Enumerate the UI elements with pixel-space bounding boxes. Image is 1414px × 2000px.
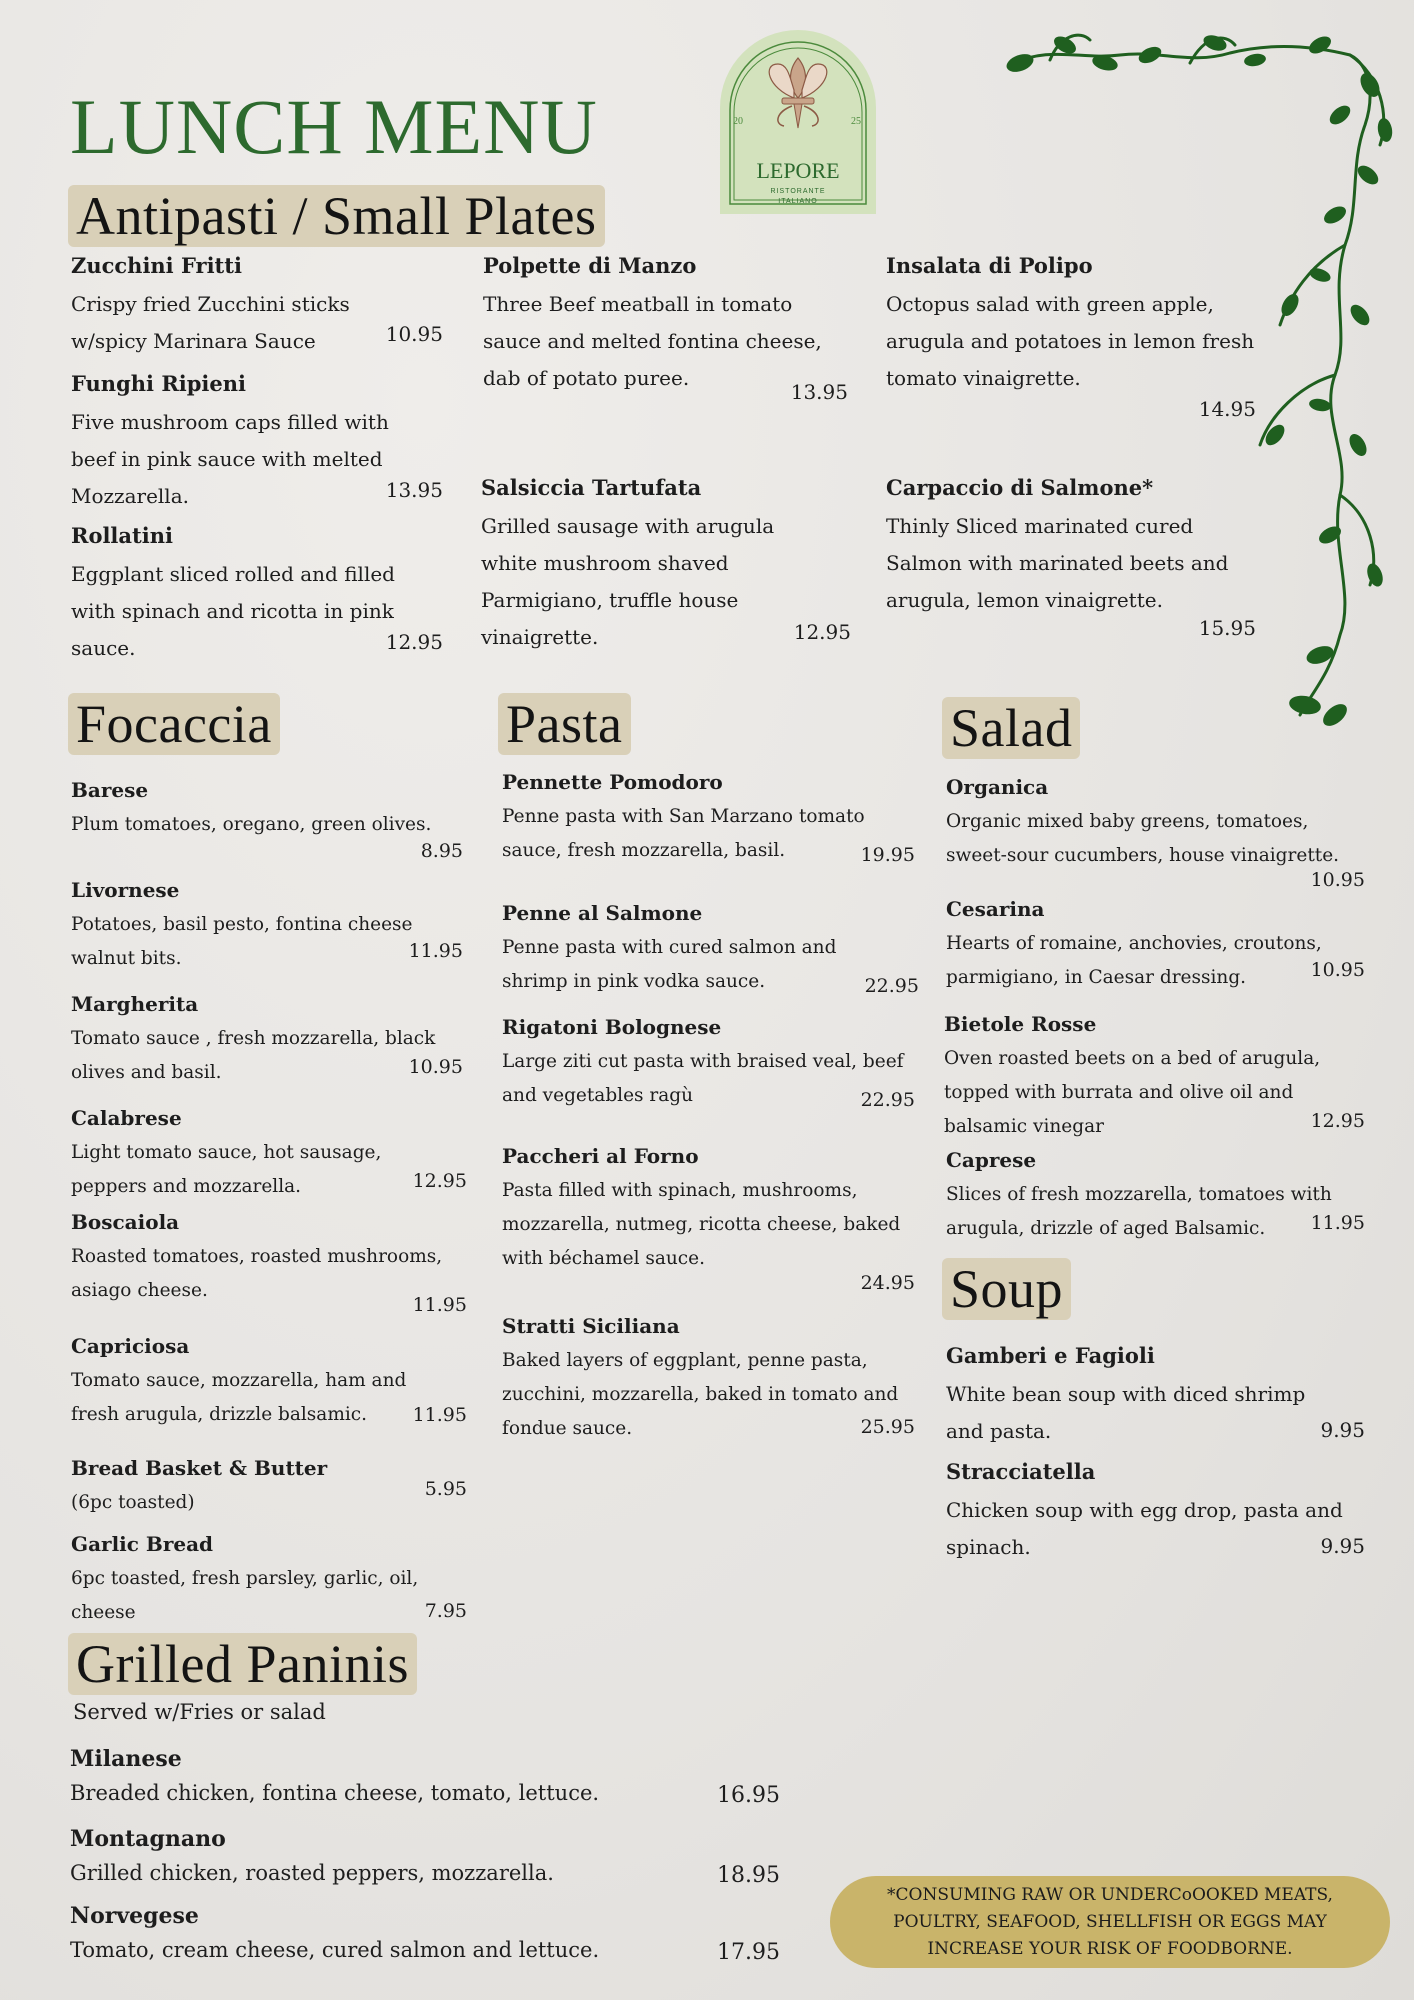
item-description: Light tomato sauce, hot sausage, peppers and mozzarella. <box>71 1142 382 1197</box>
item-price: 10.95 <box>408 1056 463 1078</box>
section-title-paninis: Grilled Paninis <box>68 1633 417 1695</box>
item-price: 13.95 <box>385 478 443 502</box>
item-description: Octopus salad with green apple, arugula and potatoes in lemon fresh tomato vinaigrette. <box>886 292 1255 390</box>
menu-item-zucchini-fritti <box>71 252 443 360</box>
item-price: 24.95 <box>860 1272 915 1294</box>
menu-item-barese <box>71 776 463 862</box>
menu-item-margherita <box>71 990 463 1090</box>
menu-item-salsiccia-tartufata <box>481 474 851 656</box>
menu-item-calabrese <box>71 1104 467 1204</box>
item-price: 10.95 <box>385 322 443 346</box>
item-name: Pennette Pomodoro <box>502 770 723 794</box>
item-name: Polpette di Manzo <box>483 253 697 278</box>
menu-item-bietole-rosse <box>944 1010 1365 1144</box>
item-description: Thinly Sliced marinated cured Salmon with marinated beets and arugula, lemon vinaigrette. <box>886 514 1229 612</box>
item-price: 10.95 <box>1310 869 1365 891</box>
item-description: Penne pasta with cured salmon and shrimp in pink vodka sauce. <box>502 937 837 992</box>
svg-text:LEPORE: LEPORE <box>756 158 840 183</box>
menu-item-cesarina <box>946 895 1365 995</box>
item-price: 9.95 <box>1320 1534 1365 1558</box>
item-price: 15.95 <box>1198 616 1256 640</box>
menu-item-paccheri-al-forno <box>502 1142 915 1294</box>
item-name: Cesarina <box>946 897 1045 921</box>
menu-item-garlic-bread <box>71 1530 467 1630</box>
item-name: Paccheri al Forno <box>502 1144 699 1168</box>
item-price: 8.95 <box>420 840 463 862</box>
item-name: Bietole Rosse <box>944 1012 1097 1036</box>
item-name: Montagnano <box>70 1826 226 1852</box>
item-description: Slices of fresh mozzarella, tomatoes with arugula, drizzle of aged Balsamic. <box>946 1184 1332 1239</box>
item-name: Margherita <box>71 992 199 1016</box>
menu-item-penne-al-salmone <box>502 899 919 999</box>
item-description: Pasta filled with spinach, mushrooms, mozzarella, nutmeg, ricotta cheese, baked with béchamel sauce. <box>502 1180 901 1269</box>
item-description: Hearts of romaine, anchovies, croutons, parmigiano, in Caesar dressing. <box>946 933 1322 988</box>
section-title-antipasti: Antipasti / Small Plates <box>68 185 605 247</box>
menu-item-pennette-pomodoro <box>502 768 915 868</box>
menu-item-insalata-di-polipo <box>886 252 1256 421</box>
menu-item-funghi-ripieni <box>71 370 443 515</box>
item-price: 10.95 <box>1310 959 1365 981</box>
item-description: Breaded chicken, fontina cheese, tomato, lettuce. <box>70 1781 600 1805</box>
item-description: Roasted tomatoes, roasted mushrooms, asiago cheese. <box>71 1246 443 1301</box>
item-price: 5.95 <box>424 1478 467 1500</box>
menu-item-carpaccio-di-salmone <box>886 474 1256 640</box>
menu-item-caprese <box>946 1146 1365 1246</box>
item-name: Calabrese <box>71 1106 182 1130</box>
item-description: Tomato sauce, mozzarella, ham and fresh arugula, drizzle balsamic. <box>71 1370 407 1425</box>
item-price: 11.95 <box>412 1294 467 1316</box>
menu-item-stratti-siciliana <box>502 1312 915 1446</box>
item-price: 11.95 <box>412 1404 467 1426</box>
item-name: Organica <box>946 775 1049 799</box>
item-description: Three Beef meatball in tomato sauce and melted fontina cheese, dab of potato puree. <box>483 292 822 390</box>
menu-item-rollatini <box>71 522 443 667</box>
item-price: 11.95 <box>408 940 463 962</box>
item-price: 22.95 <box>860 1089 915 1111</box>
item-description: Penne pasta with San Marzano tomato sauce, fresh mozzarella, basil. <box>502 806 865 861</box>
restaurant-logo <box>716 28 880 216</box>
item-description: Eggplant sliced rolled and filled with spinach and ricotta in pink sauce. <box>71 562 395 660</box>
item-name: Milanese <box>70 1746 182 1772</box>
item-price: 11.95 <box>1310 1212 1365 1234</box>
item-price: 7.95 <box>424 1600 467 1622</box>
item-price: 13.95 <box>790 380 848 404</box>
menu-item-milanese <box>70 1744 780 1808</box>
menu-item-bread-basket <box>71 1454 467 1520</box>
item-description: Large ziti cut pasta with braised veal, beef and vegetables ragù <box>502 1051 904 1106</box>
item-description: Potatoes, basil pesto, fontina cheese walnut bits. <box>71 914 413 969</box>
item-description: Baked layers of eggplant, penne pasta, zucchini, mozzarella, baked in tomato and fondue sauce. <box>502 1350 899 1439</box>
item-description: Organic mixed baby greens, tomatoes, sweet-sour cucumbers, house vinaigrette. <box>946 811 1340 866</box>
item-description: Grilled chicken, roasted peppers, mozzarella. <box>70 1861 554 1885</box>
item-price: 9.95 <box>1320 1418 1365 1442</box>
item-description: Oven roasted beets on a bed of arugula, topped with burrata and olive oil and balsamic vinegar <box>944 1048 1321 1137</box>
svg-text:RISTORANTE: RISTORANTE <box>770 188 826 195</box>
item-price: 12.95 <box>385 630 443 654</box>
item-description: (6pc toasted) <box>71 1492 195 1513</box>
item-name: Insalata di Polipo <box>886 253 1093 278</box>
item-name: Norvegese <box>70 1903 199 1929</box>
item-price: 14.95 <box>1198 397 1256 421</box>
item-name: Penne al Salmone <box>502 901 703 925</box>
menu-item-montagnano <box>70 1824 780 1888</box>
section-title-focaccia: Focaccia <box>68 693 280 755</box>
section-title-soup: Soup <box>942 1258 1071 1320</box>
menu-item-organica <box>946 773 1365 891</box>
item-description: Chicken soup with egg drop, pasta and spinach. <box>946 1498 1343 1559</box>
item-price: 25.95 <box>860 1416 915 1438</box>
svg-text:ITALIANO: ITALIANO <box>778 198 818 205</box>
item-price: 12.95 <box>1310 1110 1365 1132</box>
section-title-salad: Salad <box>942 697 1080 759</box>
item-name: Salsiccia Tartufata <box>481 475 702 500</box>
item-name: Livornese <box>71 878 180 902</box>
item-description: Grilled sausage with arugula white mushroom shaved Parmigiano, truffle house vinaigrette. <box>481 514 775 649</box>
item-price: 12.95 <box>793 620 851 644</box>
item-name: Barese <box>71 778 149 802</box>
item-description: Five mushroom caps filled with beef in pink sauce with melted Mozzarella. <box>71 410 389 508</box>
svg-text:25: 25 <box>851 116 861 127</box>
item-name: Boscaiola <box>71 1210 180 1234</box>
menu-item-capriciosa <box>71 1332 467 1432</box>
item-name: Funghi Ripieni <box>71 371 247 396</box>
menu-item-polpette-di-manzo <box>483 252 848 404</box>
panini-note: Served w/Fries or salad <box>73 1700 326 1724</box>
section-title-pasta: Pasta <box>498 693 631 755</box>
food-safety-disclaimer: *CONSUMING RAW OR UNDERCoOOKED MEATS, POULTRY, SEAFOOD, SHELLFISH OR EGGS MAY INCREASE YOUR RISK OF FOODBORNE. <box>830 1876 1390 1968</box>
item-price: 17.95 <box>717 1940 780 1965</box>
menu-title: LUNCH MENU <box>70 83 598 170</box>
menu-item-livornese <box>71 876 463 976</box>
item-price: 22.95 <box>864 975 919 997</box>
item-name: Zucchini Fritti <box>71 253 242 278</box>
menu-item-rigatoni-bolognese <box>502 1013 915 1113</box>
menu-item-boscaiola <box>71 1208 467 1316</box>
menu-item-stracciatella <box>946 1458 1365 1566</box>
item-description: Tomato sauce , fresh mozzarella, black olives and basil. <box>71 1028 436 1083</box>
item-description: Tomato, cream cheese, cured salmon and lettuce. <box>70 1938 600 1962</box>
item-price: 16.95 <box>717 1783 780 1808</box>
item-description: White bean soup with diced shrimp and pasta. <box>946 1382 1306 1443</box>
item-name: Gamberi e Fagioli <box>946 1343 1155 1368</box>
menu-item-gamberi-e-fagioli <box>946 1342 1365 1450</box>
item-name: Caprese <box>946 1148 1037 1172</box>
svg-text:20: 20 <box>733 116 743 127</box>
menu-item-norvegese <box>70 1901 780 1965</box>
item-price: 12.95 <box>412 1170 467 1192</box>
item-name: Stratti Siciliana <box>502 1314 680 1338</box>
item-price: 18.95 <box>717 1863 780 1888</box>
item-price: 19.95 <box>860 844 915 866</box>
item-name: Capriciosa <box>71 1334 190 1358</box>
item-name: Carpaccio di Salmone* <box>886 475 1154 500</box>
item-name: Rigatoni Bolognese <box>502 1015 722 1039</box>
item-name: Bread Basket & Butter <box>71 1456 328 1480</box>
item-name: Rollatini <box>71 523 173 548</box>
item-description: 6pc toasted, fresh parsley, garlic, oil, cheese <box>71 1568 419 1623</box>
item-description: Crispy fried Zucchini sticks w/spicy Marinara Sauce <box>71 292 350 353</box>
item-name: Garlic Bread <box>71 1532 214 1556</box>
item-name: Stracciatella <box>946 1459 1096 1484</box>
item-description: Plum tomatoes, oregano, green olives. <box>71 814 432 835</box>
